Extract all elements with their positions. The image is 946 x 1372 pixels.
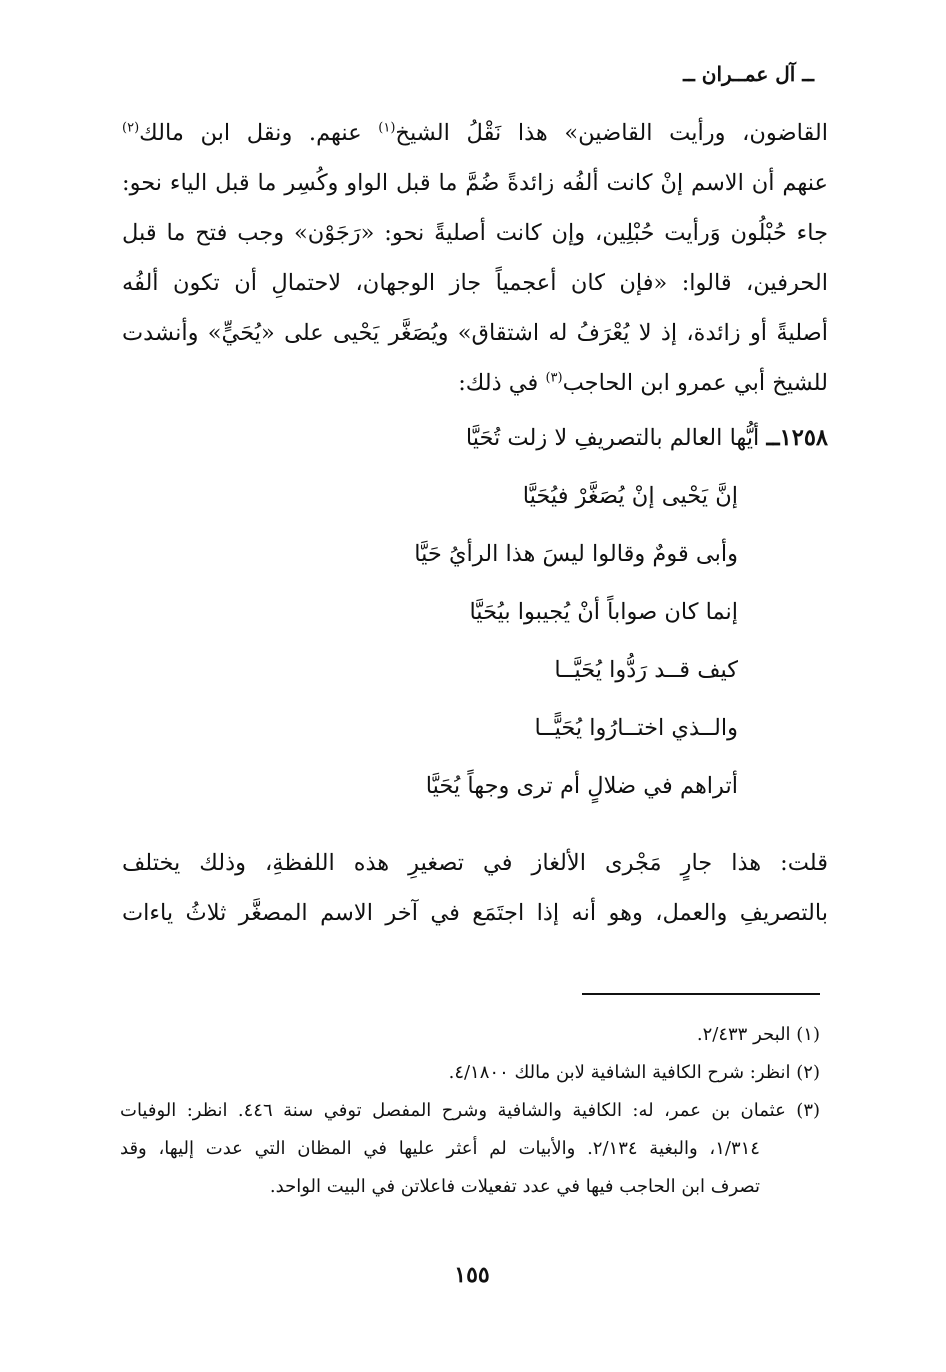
footnote-line: تصرف ابن الحاجب فيها في عدد تفعيلات فاعلاتن في البيت الواحد. (269, 1176, 760, 1197)
poem-verse: أتراهم في ضلالٍ أم ترى وجهاً يُحَيَّا (425, 773, 738, 799)
paragraph-line: القاضون، ورأيت القاضين» هذا نَقْلُ الشيخ$^{(١)}$ عنهم. ونقل ابن مالك$^{(٢)}$ (122, 120, 828, 146)
paragraph-line: قلت: هذا جارٍ مَجْرى الألغاز في تصغيرِ هذه اللفظةِ، وذلك يختلف (122, 850, 828, 876)
poem-verse: والــذي اختــارُوا يُحَيًّــا (534, 715, 738, 741)
paragraph-line: جاء حُبْلُون وَرأيت حُبْلِين، وإن كانت أصليةً نحو: «رَجَوْن» وجب فتح ما قبل (122, 220, 828, 246)
footnote-1 (120, 1016, 820, 1054)
footnote-line: (٣) عثمان بن عمر، له: الكافية والشافية وشرح المفصل توفي سنة ٤٤٦. انظر: الوفيات (120, 1100, 820, 1121)
footnote-line: ١/٣١٤، والبغية ٢/١٣٤. والأبيات لم أعثر عليها في المظان التي عدت إليها، وقد (120, 1138, 760, 1159)
footnote-line: (٢) انظر: شرح الكافية الشافية لابن مالك ٤/١٨٠٠. (448, 1062, 820, 1083)
paragraph-1 (122, 108, 828, 408)
footnote-3 (120, 1092, 820, 1206)
page-number: ١٥٥ (454, 1262, 490, 1288)
paragraph-line: أصليةً أو زائدة، إذ لا يُعْرَفُ له اشتقاق» ويُصَغَّر يَحْيى على «يُحَيٍّ» وأنشدت (122, 320, 828, 346)
poem-verse: ١٢٥٨ــ أيُّها العالم بالتصريفِ لا زلت تُحَيَّا (465, 425, 828, 451)
paragraph-line: عنهم أن الاسم إنْ كانت ألفُه زائدةً ضُمَّ ما قبل الواو وكُسِر ما قبل الياء نحو: (122, 170, 828, 196)
footnotes (120, 1016, 820, 1206)
poem-verse: إنَّ يَحْيى إنْ يُصَغَّرْ فيُحَيَّا (522, 483, 738, 509)
poem-number: ١٢٥٨ــ (766, 425, 828, 451)
footnote-ref[interactable]: (٣) (545, 370, 563, 386)
paragraph-2 (122, 838, 828, 938)
poem-verse: وأبى قومٌ وقالوا ليسَ هذا الرأيُ حَيَّا (414, 541, 738, 567)
footnote-ref[interactable]: (١) (378, 120, 396, 136)
poem-verse: إنما كان صواباً أنْ يُجيبوا بيُحَيَّا (469, 599, 738, 625)
footnote-ref[interactable]: (٢) (122, 120, 140, 136)
paragraph-line: للشيخ أبي عمرو ابن الحاجب$^{(٣)}$ في ذلك: (458, 370, 828, 396)
running-header: ــ آل عمــران ــ (683, 62, 814, 86)
footnote-2 (120, 1054, 820, 1092)
poem-verse: كيف قــد رَدُّوا يُحَيَّــا (554, 657, 738, 683)
paragraph-line: الحرفين، قالوا: «فإن كان أعجمياً جاز الوجهان، لاحتمالِ أن تكون ألفُه (122, 270, 828, 296)
paragraph-line: بالتصريفِ والعمل، وهو أنه إذا اجتَمَع في آخر الاسم المصغَّر ثلاثُ ياءات (122, 900, 828, 926)
footnote-divider (582, 993, 820, 995)
footnote-line: (١) البحر ٢/٤٣٣. (696, 1024, 820, 1045)
